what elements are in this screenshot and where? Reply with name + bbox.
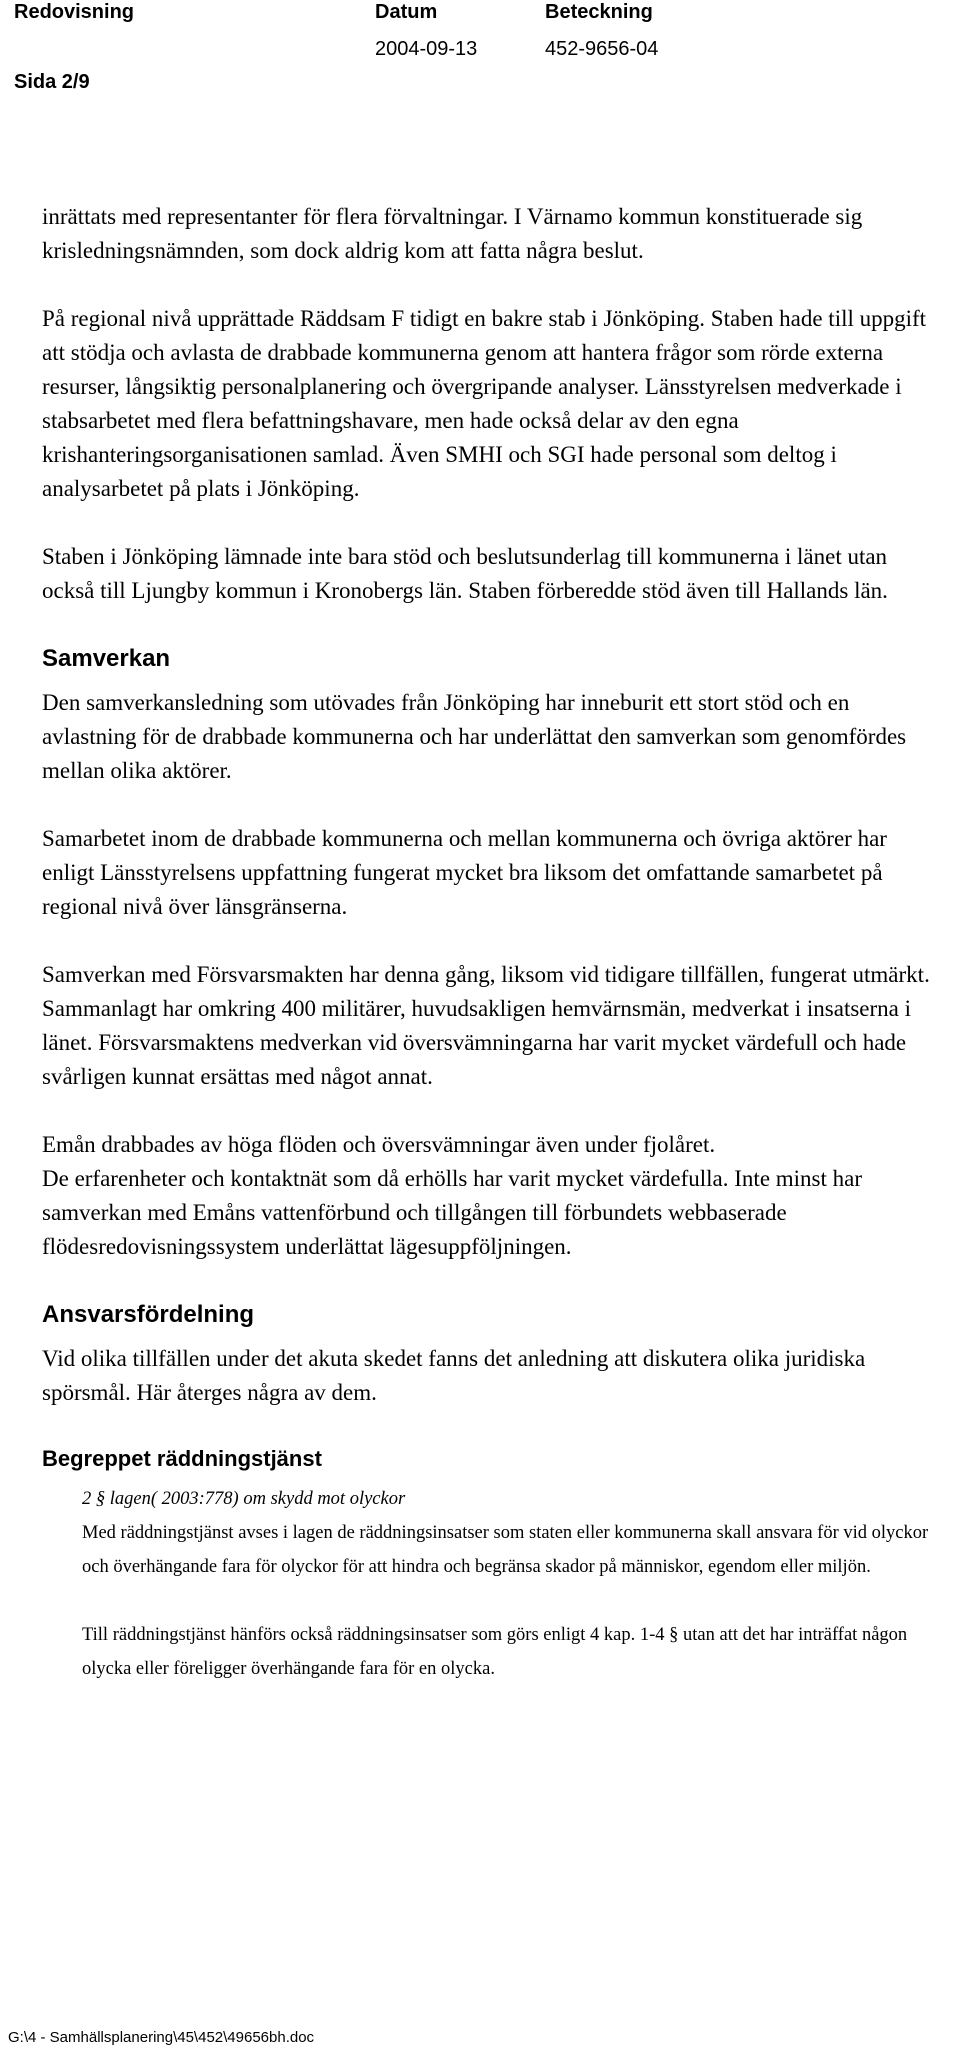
paragraph: Den samverkansledning som utövades från Jönköping har inneburit ett stort stöd och en avlastning för de drabbade kommunerna och har underlättat den samverkan som genomfördes mellan olika aktörer. (42, 690, 907, 783)
paragraph: Vid olika tillfällen under det akuta skedet fanns det anledning att diskutera olika juridiska spörsmål. Här återges några av dem. (42, 1346, 866, 1405)
paragraph-line: Emån drabbades av höga flöden och översvämningar även under fjolåret. (42, 1132, 716, 1157)
date-label: Datum (375, 1, 438, 23)
reference-value: 452-9656-04 (545, 38, 659, 60)
file-path-footer: G:\4 - Samhällsplanering\45\452\49656bh.doc (8, 2029, 315, 2046)
law-quote: Med räddningstjänst avses i lagen de räddningsinsatser som staten eller kommunerna skall ansvara för vid olyckor och överhängande fara för olyckor för att hindra och begränsa skador på människor, egendom eller miljön. (82, 1523, 929, 1577)
paragraph: Samverkan med Försvarsmakten har denna gång, liksom vid tidigare tillfällen, fungerat utmärkt. Sammanlagt har omkring 400 militärer, huvudsakligen hemvärnsmän, medverkat i insatserna i länet. Försvarsmaktens medverkan vid översvämningarna har varit mycket värdefull och hade svårligen kunnat ersättas med något annat. (42, 962, 930, 1089)
document-title: Redovisning (14, 1, 135, 23)
subsection-heading-begreppet: Begreppet räddningstjänst (42, 1446, 322, 1471)
document-body (42, 200, 942, 1686)
date-value: 2004-09-13 (375, 38, 478, 60)
law-quote: Till räddningstjänst hänförs också räddningsinsatser som görs enligt 4 kap. 1-4 § utan att det har inträffat någon olycka eller föreligger överhängande fara för en olycka. (82, 1625, 908, 1679)
paragraph: inrättats med representanter för flera förvaltningar. I Värnamo kommun konstituerade sig krisledningsnämnden, som dock aldrig kom att fatta några beslut. (42, 204, 863, 263)
paragraph (42, 1128, 942, 1264)
paragraph-text: De erfarenheter och kontaktnät som då erhölls har varit mycket värdefulla. Inte minst har samverkan med Emåns vattenförbund och tillgången till förbundets webbaserade flödesredovisningssystem underlättat lägesuppföljningen. (42, 1166, 863, 1259)
reference-label: Beteckning (545, 1, 653, 23)
section-heading-ansvarsfordelning: Ansvarsfördelning (42, 1301, 255, 1328)
page-number: Sida 2/9 (14, 71, 90, 93)
paragraph: Samarbetet inom de drabbade kommunerna och mellan kommunerna och övriga aktörer har enligt Länsstyrelsens uppfattning fungerat mycket bra liksom det omfattande samarbetet på regional nivå över länsgränserna. (42, 826, 887, 919)
law-quote-block (82, 1482, 942, 1686)
law-citation: 2 § lagen( 2003:778) om skydd mot olyckor (82, 1489, 406, 1509)
paragraph: På regional nivå upprättade Räddsam F tidigt en bakre stab i Jönköping. Staben hade till uppgift att stödja och avlasta de drabbade kommunerna genom att hantera frågor som rörde externa resurser, långsiktig personalplanering och övergripande analyser. Länsstyrelsen medverkade i stabsarbetet med flera befattningshavare, men hade också delar av den egna krishanteringsorganisationen samlad. Även SMHI och SGI hade personal som deltog i analysarbetet på plats i Jönköping. (42, 306, 927, 501)
paragraph: Staben i Jönköping lämnade inte bara stöd och beslutsunderlag till kommunerna i länet utan också till Ljungby kommun i Kronobergs län. Staben förberedde stöd även till Hallands län. (42, 544, 888, 603)
section-heading-samverkan: Samverkan (42, 645, 171, 672)
